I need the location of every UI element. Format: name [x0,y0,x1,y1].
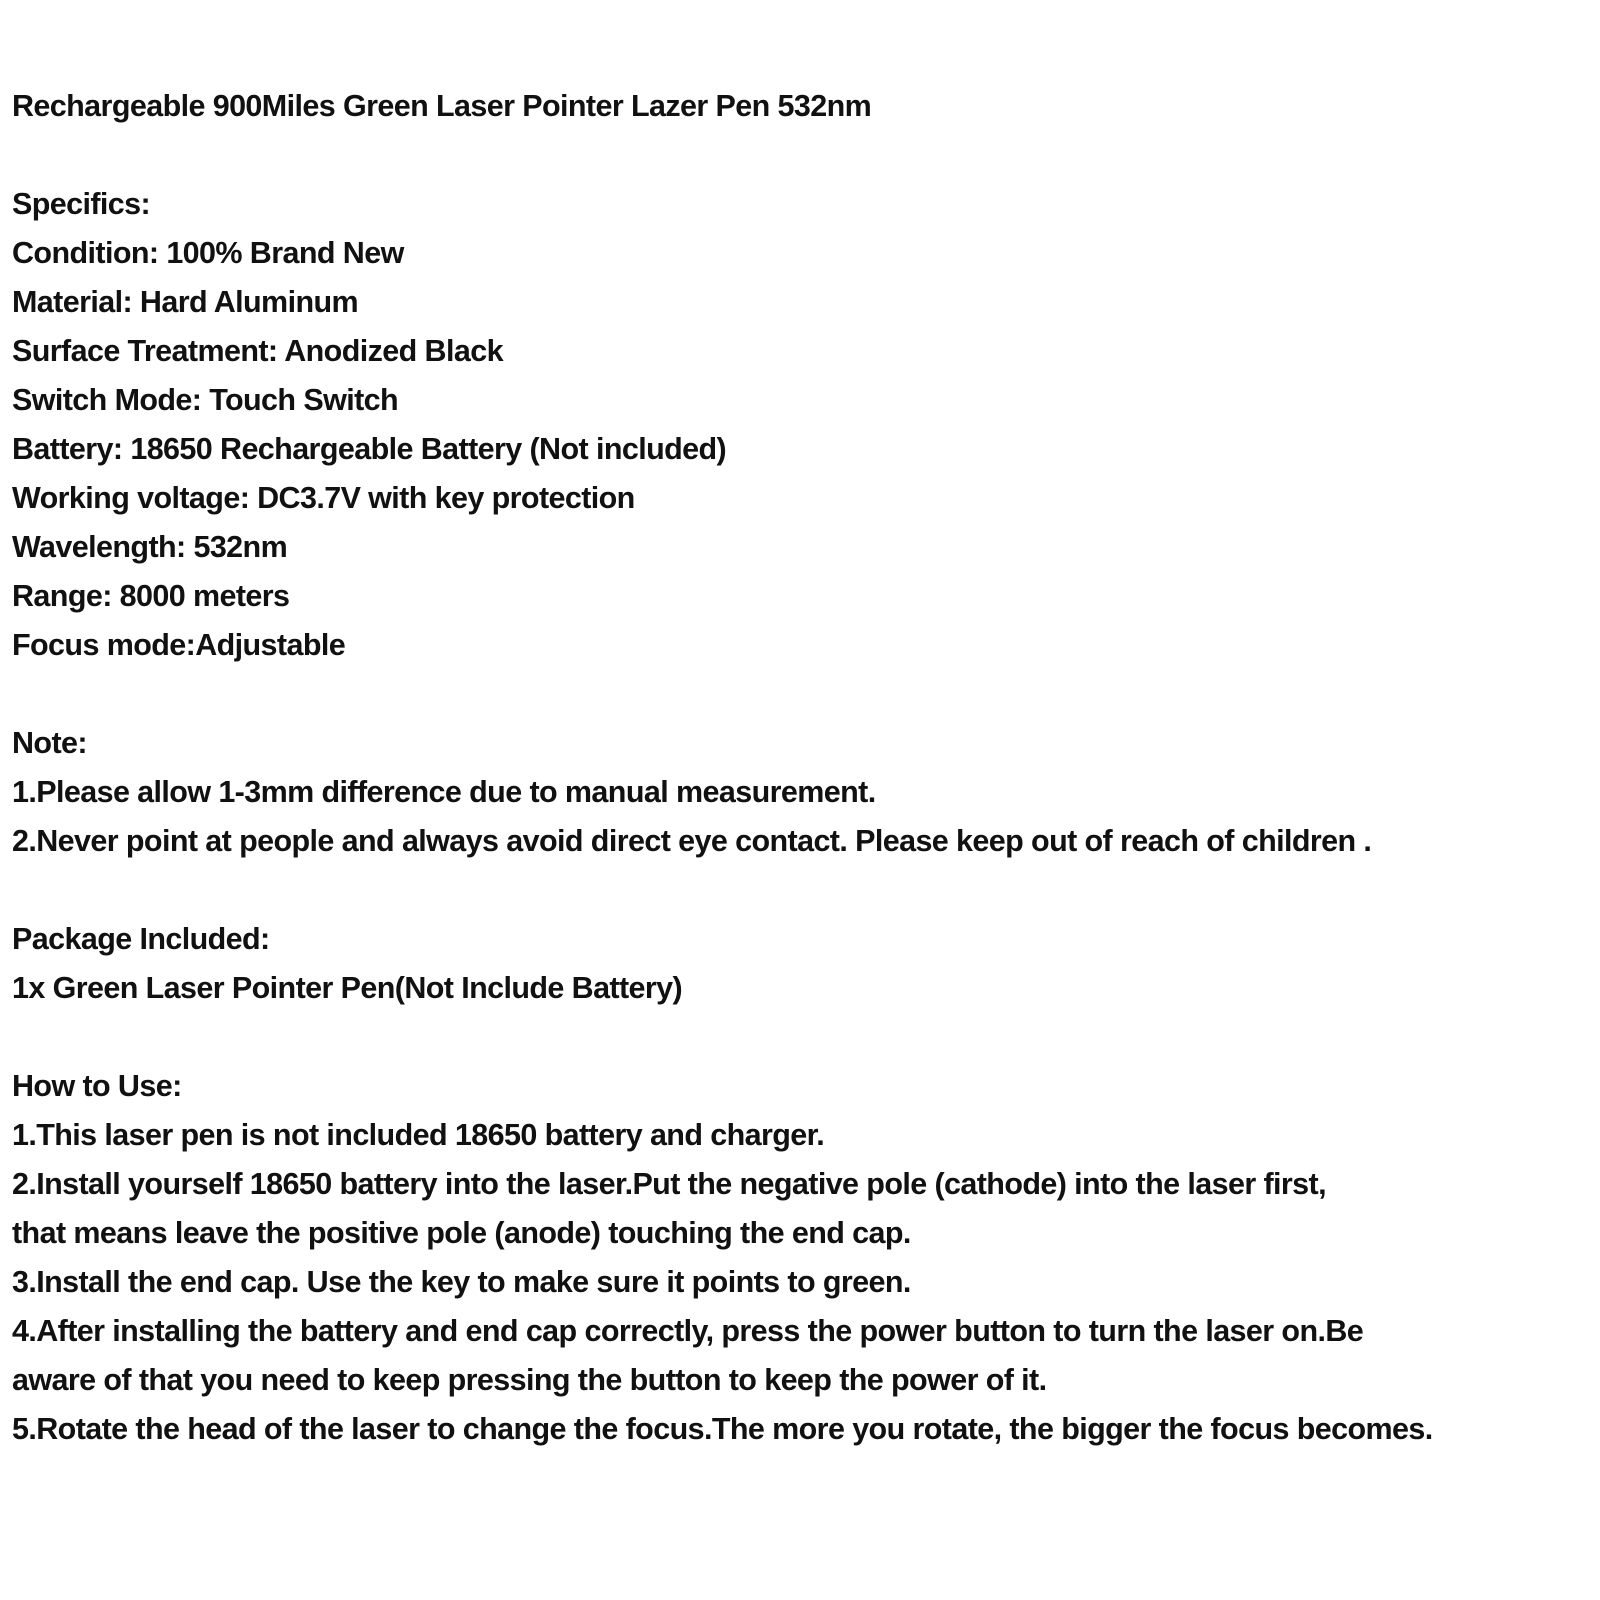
spacer [12,866,1592,915]
how-to-use-line: that means leave the positive pole (anode) touching the end cap. [12,1216,911,1250]
how-to-use-line: 1.This laser pen is not included 18650 battery and charger. [12,1118,825,1152]
product-title: Rechargeable 900Miles Green Laser Pointer Lazer Pen 532nm [12,89,872,123]
how-to-use-line: 5.Rotate the head of the laser to change the focus.The more you rotate, the bigger the focus becomes. [12,1412,1433,1446]
spec-switch-mode: Switch Mode: Touch Switch [12,383,399,417]
note-heading: Note: [12,726,87,760]
how-to-use-line: 2.Install yourself 18650 battery into the laser.Put the negative pole (cathode) into the laser first, [12,1167,1326,1201]
spec-focus-mode: Focus mode:Adjustable [12,628,346,662]
how-to-use-line: 4.After installing the battery and end cap correctly, press the power button to turn the laser on.Be [12,1314,1364,1348]
spec-range: Range: 8000 meters [12,579,290,613]
note-item: 1.Please allow 1-3mm difference due to manual measurement. [12,775,876,809]
spacer [12,670,1592,719]
how-to-use-line: 3.Install the end cap. Use the key to make sure it points to green. [12,1265,911,1299]
spacer [12,1013,1592,1062]
spec-wavelength: Wavelength: 532nm [12,530,288,564]
spec-condition: Condition: 100% Brand New [12,236,404,270]
spec-battery: Battery: 18650 Rechargeable Battery (Not included) [12,432,727,466]
how-to-use-line: aware of that you need to keep pressing the button to keep the power of it. [12,1363,1047,1397]
note-item: 2.Never point at people and always avoid direct eye contact. Please keep out of reach of children . [12,824,1372,858]
spec-surface-treatment: Surface Treatment: Anodized Black [12,334,503,368]
spec-material: Material: Hard Aluminum [12,285,359,319]
package-item: 1x Green Laser Pointer Pen(Not Include Battery) [12,971,683,1005]
spacer [12,131,1592,180]
specifics-heading: Specifics: [12,187,151,221]
how-to-use-heading: How to Use: [12,1069,182,1103]
product-description [12,82,1592,1454]
spec-working-voltage: Working voltage: DC3.7V with key protection [12,481,635,515]
package-heading: Package Included: [12,922,270,956]
